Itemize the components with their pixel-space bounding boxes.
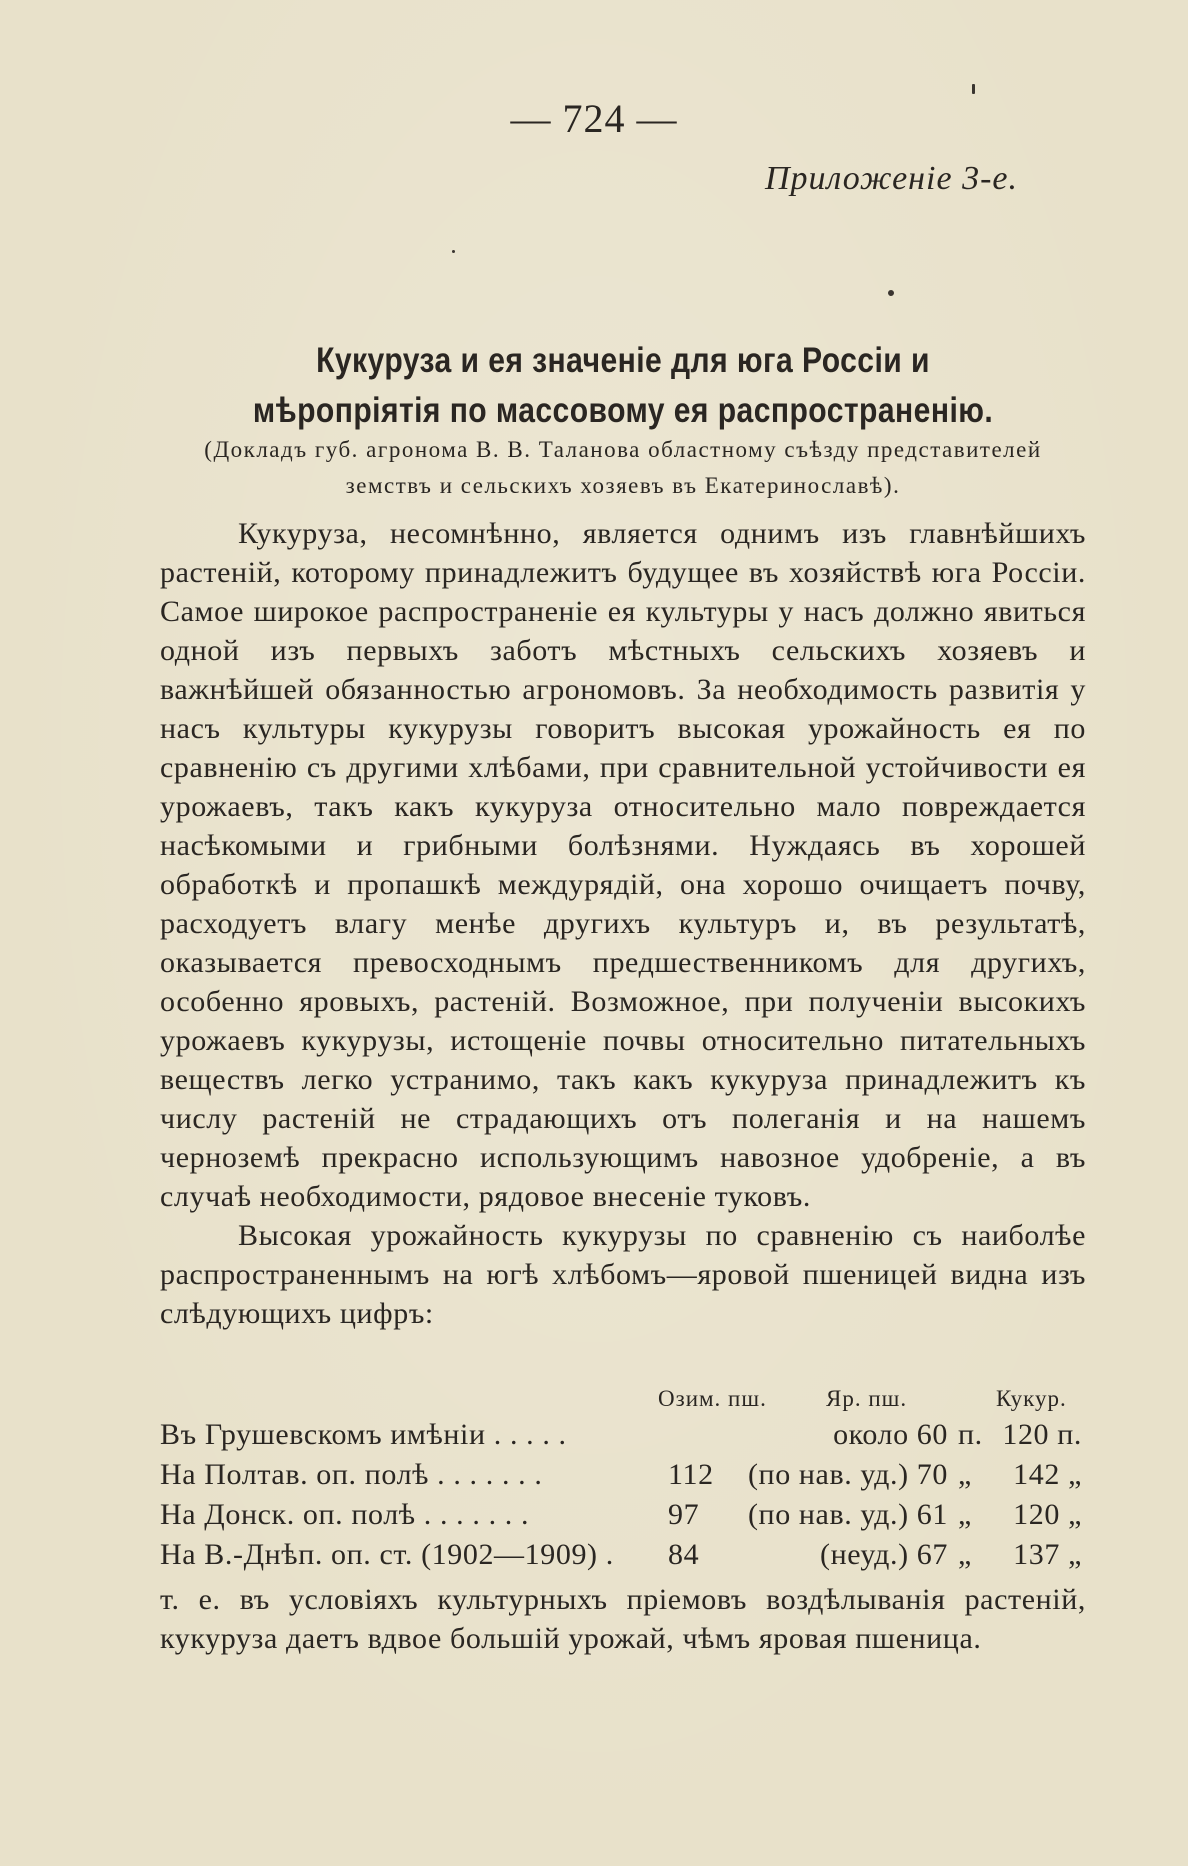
closing-paragraph (160, 1580, 1086, 1658)
row-corn: 120 „ (1013, 1498, 1082, 1531)
header-spring-wheat: Яр. пш. (826, 1386, 908, 1411)
row-label: На Полтав. оп. полѣ . . . . . . . (160, 1458, 543, 1491)
table-row (0, 1498, 1188, 1538)
print-speck (452, 250, 455, 253)
row-corn: 142 „ (1013, 1458, 1082, 1491)
table-row (0, 1538, 1188, 1578)
row-spring-unit: п. (958, 1418, 983, 1451)
paragraph-1: Кукуруза, несомнѣнно, является однимъ изъ главнѣйшихъ растеній, которому принадлежитъ будущее въ хозяйствѣ юга Россіи. Самое широкое распространеніе ея культуры у насъ должно явиться одной изъ первыхъ заботъ мѣстныхъ сельскихъ хозяевъ и важнѣйшей обязанностью агрономовъ. За необходимость развитія у насъ культуры кукурузы говоритъ высокая урожайность ея по сравненію съ другими хлѣбами, при сравнительной устойчивости ея урожаевъ, такъ какъ кукуруза относительно мало повреждается насѣкомыми и грибными болѣзнями. Нуждаясь въ хорошей обработкѣ и пропашкѣ междурядій, она хорошо очищаетъ почву, расходуетъ влагу менѣе другихъ культуръ и, въ результатѣ, оказывается превосходнымъ предшественникомъ для другихъ, особенно яровыхъ, растеній. Возможное, при полученіи высокихъ урожаевъ кукурузы, истощеніе почвы относительно питательныхъ веществъ легко устранимо, такъ какъ кукуруза принадлежитъ къ числу растеній не страдающихъ отъ полеганія и на нашемъ черноземѣ прекрасно использующимъ навозное удобреніе, а въ случаѣ необходимости, рядовое внесеніе туковъ. (160, 517, 1086, 1213)
row-spring-wheat: около 60 (833, 1418, 948, 1451)
header-corn: Кукур. (996, 1386, 1067, 1411)
paragraph-2: Высокая урожайность кукурузы по сравненію съ наиболѣе распространеннымъ на югѣ хлѣбомъ—яровой пшеницей видна изъ слѣдующихъ цифръ: (160, 1219, 1086, 1330)
appendix-label: Приложеніе 3-е. (764, 160, 1018, 197)
print-speck (888, 290, 894, 296)
table-row (0, 1458, 1188, 1498)
row-label: На Донск. оп. полѣ . . . . . . . (160, 1498, 530, 1531)
row-corn: 137 „ (1013, 1538, 1082, 1571)
article-title: Кукуруза и ея значеніе для юга Россіи и мѣропріятія по массовому ея распространенію. (252, 341, 994, 430)
print-speck (972, 84, 975, 94)
row-label: На В.-Днѣп. оп. ст. (1902—1909) . (160, 1538, 614, 1571)
closing-text: т. е. въ условіяхъ культурныхъ пріемовъ воздѣлыванія растеній, кукуруза даетъ вдвое большій урожай, чѣмъ яровая пшеница. (160, 1583, 1086, 1655)
row-label: Въ Грушевскомъ имѣніи . . . . . (160, 1418, 567, 1451)
row-spring-unit: „ (958, 1498, 972, 1531)
article-body (160, 514, 1086, 1333)
row-spring-wheat: (неуд.) 67 (820, 1538, 948, 1571)
row-spring-wheat: (по нав. уд.) 70 (747, 1458, 948, 1491)
row-winter-wheat: 84 (668, 1538, 700, 1571)
article-subtitle: (Докладъ губ. агронома В. В. Таланова областному съѣзду представителей земствъ и сельскихъ хозяевъ въ Екатеринославѣ). (204, 437, 1042, 498)
yield-table-header (0, 1386, 1188, 1416)
page-number: — 724 — (510, 96, 678, 141)
row-corn: 120 п. (1002, 1418, 1082, 1451)
header-winter-wheat: Озим. пш. (658, 1386, 767, 1411)
row-spring-unit: „ (958, 1458, 972, 1491)
row-spring-unit: „ (958, 1538, 972, 1571)
row-winter-wheat: 97 (668, 1498, 700, 1531)
table-row (0, 1418, 1188, 1458)
row-spring-wheat: (по нав. уд.) 61 (747, 1498, 948, 1531)
row-winter-wheat: 112 (668, 1458, 714, 1491)
